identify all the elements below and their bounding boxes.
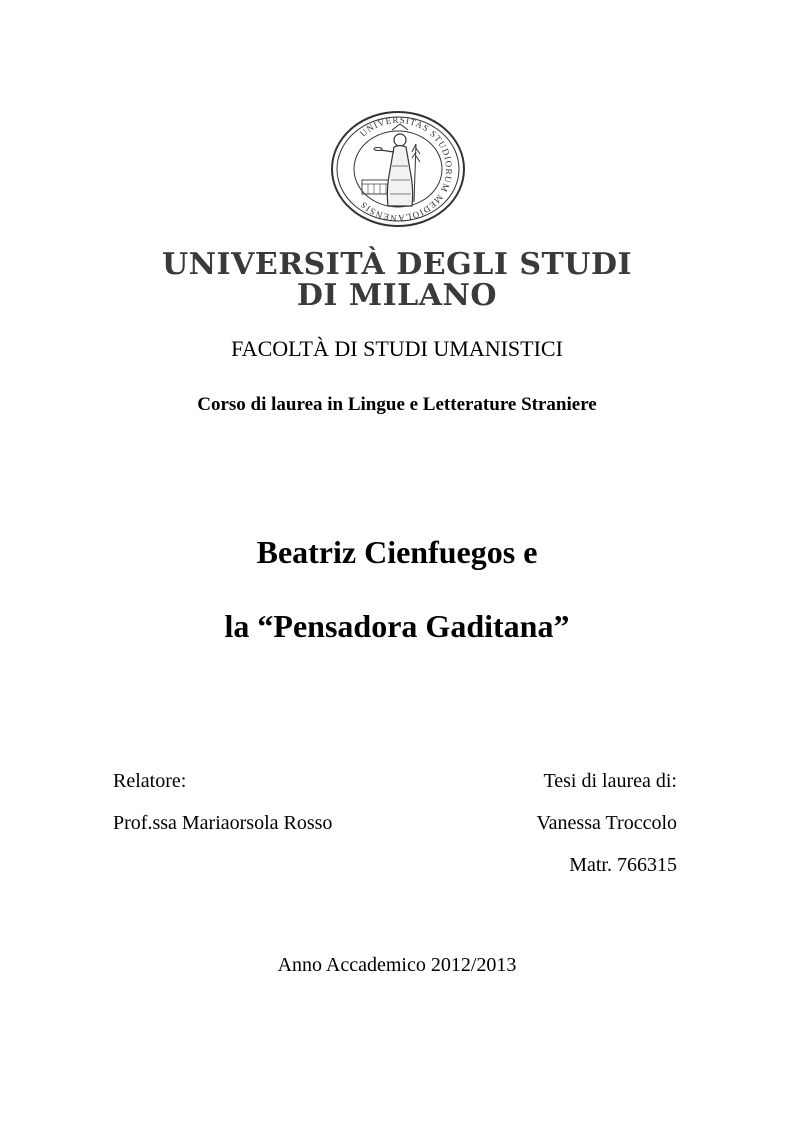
university-name-line2: DI MILANO bbox=[296, 278, 498, 313]
academic-year: Anno Accademico 2012/2013 bbox=[277, 954, 517, 976]
supervisor-label: Relatore: bbox=[113, 770, 187, 792]
thesis-title-line1: Beatriz Cienfuegos e bbox=[256, 534, 538, 570]
thesis-title-line2: la “Pensadora Gaditana” bbox=[224, 608, 570, 644]
matriculation-number: Matr. 766315 bbox=[569, 854, 677, 876]
author-label: Tesi di laurea di: bbox=[543, 770, 677, 792]
faculty-name: FACOLTÀ DI STUDI UMANISTICI bbox=[231, 336, 563, 361]
seal-inscription: UNIVERSITAS STUDIORUM MEDIOLANENSIS bbox=[357, 114, 455, 224]
degree-course: Corso di laurea in Lingue e Letterature Straniere bbox=[197, 394, 597, 415]
university-name-line1: UNIVERSITÀ DEGLI STUDI bbox=[161, 247, 633, 282]
author-name: Vanessa Troccolo bbox=[536, 812, 677, 834]
supervisor-name: Prof.ssa Mariaorsola Rosso bbox=[113, 812, 333, 834]
university-seal-logo bbox=[328, 110, 468, 228]
